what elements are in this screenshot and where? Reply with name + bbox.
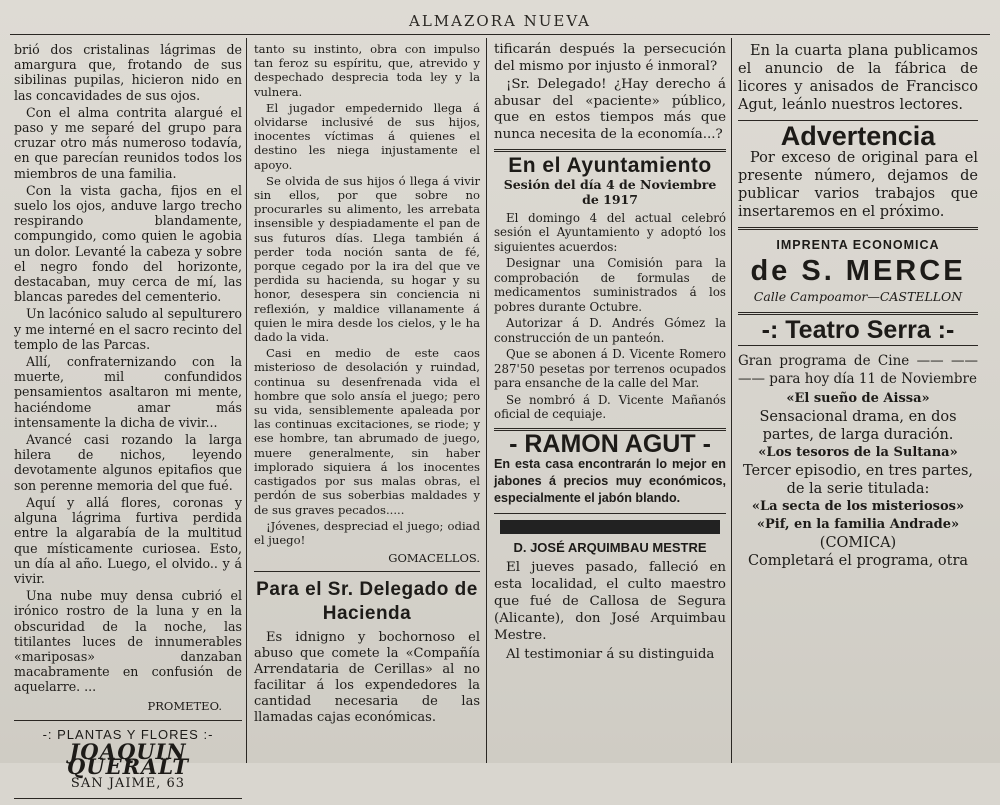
paragraph: El jueves pasado, falleció en esta localidad, el culto maestro que fué de Callosa de Segura (Alicante), don José Arquimbau Mestre. (494, 560, 726, 644)
ad-plantas-name: JOAQUIN QUERALT (66, 738, 190, 780)
paragraph: Con el alma contrita alargué el paso y me separé del grupo para cruzar otro más numeroso todavía, en que parecían reunidos todos los miembros de una familia. (14, 104, 242, 181)
imprenta-name: de S. MERCE (750, 255, 966, 287)
divider (14, 798, 242, 799)
divider (494, 149, 726, 152)
paragraph: tanto su instinto, obra con impulso tan feroz su espíritu, que, atrevido y despechado desprecia toda ley y la vulnera. (254, 42, 480, 99)
paragraph: ¡Sr. Delegado! ¿Hay derecho á abusar del «paciente» público, que en estos tiempos más que nunca necesita de la economía...? (494, 77, 726, 142)
paragraph: Casi en medio de este caos misterioso de desolación y ruindad, continua su desenfrenada vida el hombre que solo ansía el juego; pero su vida, sensiblemente apaleada por las continuas excitaciones, se riode; y ese hombre, tan abrumado de juego, muere generalmente, sin haber implorado siquiera á los inocentes castigados por sus malas obras, el perdón de sus soberbias maldades y de sus graves pecados..... (254, 346, 480, 517)
film-title: «Pif, en la familia Andrade» (756, 517, 960, 532)
imprenta-line: IMPRENTA ECONOMICA (776, 238, 940, 252)
signature: PROMETEO. (147, 698, 222, 713)
film-title: «El sueño de Aissa» (786, 391, 930, 406)
ad-ramon-agut-text: En esta casa encontrarán lo mejor en jabones á precios muy económicos, especialmente el jabón blando. (494, 456, 726, 505)
paragraph: Designar una Comisión para la comprobación de formulas de medicamentos suministrados á los pobres durante Octubre. (494, 256, 726, 314)
paragraph: tificarán después la persecución del mismo por injusto é inmoral? (494, 42, 726, 74)
advertencia-text: Por exceso de original para el presente número, dejamos de publicar varios trabajos que insertaremos en el próximo. (738, 150, 978, 220)
ad-plantas-line: -: PLANTAS Y FLORES :- (42, 726, 214, 742)
paragraph: brió dos cristalinas lágrimas de amargura que, frotando de sus sibilinas pupilas, hicieron nido en las concavidades de sus ojos. (14, 42, 242, 103)
notice: En la cuarta plana publicamos el anuncio de la fábrica de licores y anisados de Francisco Agut, leánlo nuestros lectores. (738, 43, 978, 113)
masthead-rule (10, 34, 990, 35)
paragraph: Es idnigno y bochornoso el abuso que comete la «Compañía Arrendataria de Cerillas» al no facilitar á los expendedores la cantidad necesaria de las llamadas cajas económicas. (254, 630, 480, 726)
paragraph: Allí, confraternizando con la muerte, mil confundidos pensamientos asaltaron mi mente, haciéndome amar más intensamente la dicha de vivir... (14, 354, 242, 430)
obituary-title: D. JOSÉ ARQUIMBAU MESTRE (513, 539, 707, 555)
paragraph: Se nombró á D. Vicente Mañanós oficial de cequiaje. (494, 392, 726, 422)
column-2 (254, 42, 480, 728)
session-title: Sesión del día 4 de Noviembre de 1917 (503, 177, 717, 208)
divider (738, 227, 978, 230)
article-headline: Para el Sr. Delegado de Hacienda (256, 579, 478, 625)
film-description: Sensacional drama, en dos partes, de larga duración. (759, 409, 957, 443)
column-3 (494, 42, 726, 665)
film-title: «La secta de los misteriosos» (751, 499, 965, 514)
divider (738, 345, 978, 346)
paragraph: El jugador empedernido llega á olvidarse inclusivé de sus hijos, inocentes víctimas á quienes el destino les niega injustamente el apoyo. (254, 100, 480, 172)
ad-plantas-address: SAN JAIME, 63 (70, 776, 186, 792)
paragraph: El domingo 4 del actual celebró sesión el Ayuntamiento y adoptó los siguientes acuerdos: (494, 210, 726, 254)
film-description: Tercer episodio, en tres partes, de la serie titulada: (742, 463, 974, 497)
film-title: «Los tesoros de la Sultana» (758, 445, 958, 460)
signature: GOMACELLOS. (388, 551, 480, 566)
advertencia-title: Advertencia (780, 121, 936, 151)
paragraph: Autorizar á D. Andrés Gómez la construcción de un panteón. (494, 316, 726, 345)
mourning-bar (500, 520, 720, 534)
divider (14, 720, 242, 721)
paragraph: Una nube muy densa cubrió el irónico rostro de la luna y en la obscuridad de la noche, las titilantes luces de innumerables «mariposas» danzaban macabramente en confusión de aquelarre. ... (14, 588, 242, 695)
divider (738, 312, 978, 315)
paragraph: Aquí y allá flores, coronas y alguna lágrima furtiva perdida entre la algarabía de la multitud que místicamente curiosea. Esto, un día al año. Luego, el olvido.. y á vivir. (14, 494, 242, 586)
paragraph: Avancé casi rozando la larga hilera de nichos, leyendo devotamente algunos epitafios que son perenne memoria del que fué. (14, 432, 242, 493)
ad-ramon-agut-title: - RAMON AGUT - (509, 429, 711, 458)
paragraph: Con la vista gacha, fijos en el suelo los ojos, anduve largo trecho respirando blandamente, compungido, como quien le agobia un dolor. Levanté la cabeza y sobre el negro fondo del horizonte, destacaban, muy cerca de mí, las blancas paredes del cementerio. (14, 182, 242, 305)
paragraph: Un lacónico saludo al sepulturero y me interné en el sacro recinto del templo de las Parcas. (14, 306, 242, 352)
film-description: (COMICA) (819, 535, 897, 551)
column-4 (738, 42, 978, 570)
teatro-title: -: Teatro Serra :- (761, 316, 955, 344)
column-rule-3 (731, 38, 732, 763)
column-1 (14, 42, 242, 805)
paragraph: Se olvida de sus hijos ó llega á vivir sin ellos, por que sobre no procurarles su alimento, les arrebata insensible y despiadamente el pan de sus futuros días. Llega también á perder toda noción santa de fé, porque cegado por la ira del que ve perdida su hacienda, su hogar y su honor, desespera sin conciencia ni reflexión, y maldice villanamente á quien le mira desde los cielos, y le ha dado la vida. (254, 173, 480, 345)
teatro-intro: Gran programa de Cine —— —— —— para hoy día 11 de Noviembre (738, 353, 978, 387)
divider (254, 571, 480, 572)
paragraph: ¡Jóvenes, despreciad el juego; odiad el juego! (254, 518, 480, 547)
paragraph: Al testimoniar á su distinguida (506, 647, 715, 663)
article-headline: En el Ayuntamiento (508, 154, 712, 177)
closing-text: Completará el programa, otra (747, 553, 969, 569)
paragraph: Que se abonen á D. Vicente Romero 287'50 pesetas por terrenos ocupados para ensanche de la calle del Mar. (494, 347, 726, 391)
column-rule-2 (486, 38, 487, 763)
column-rule-1 (246, 38, 247, 763)
imprenta-address: Calle Campoamor—CASTELLON (753, 289, 963, 304)
masthead: ALMAZORA NUEVA (409, 12, 591, 30)
divider (494, 513, 726, 514)
